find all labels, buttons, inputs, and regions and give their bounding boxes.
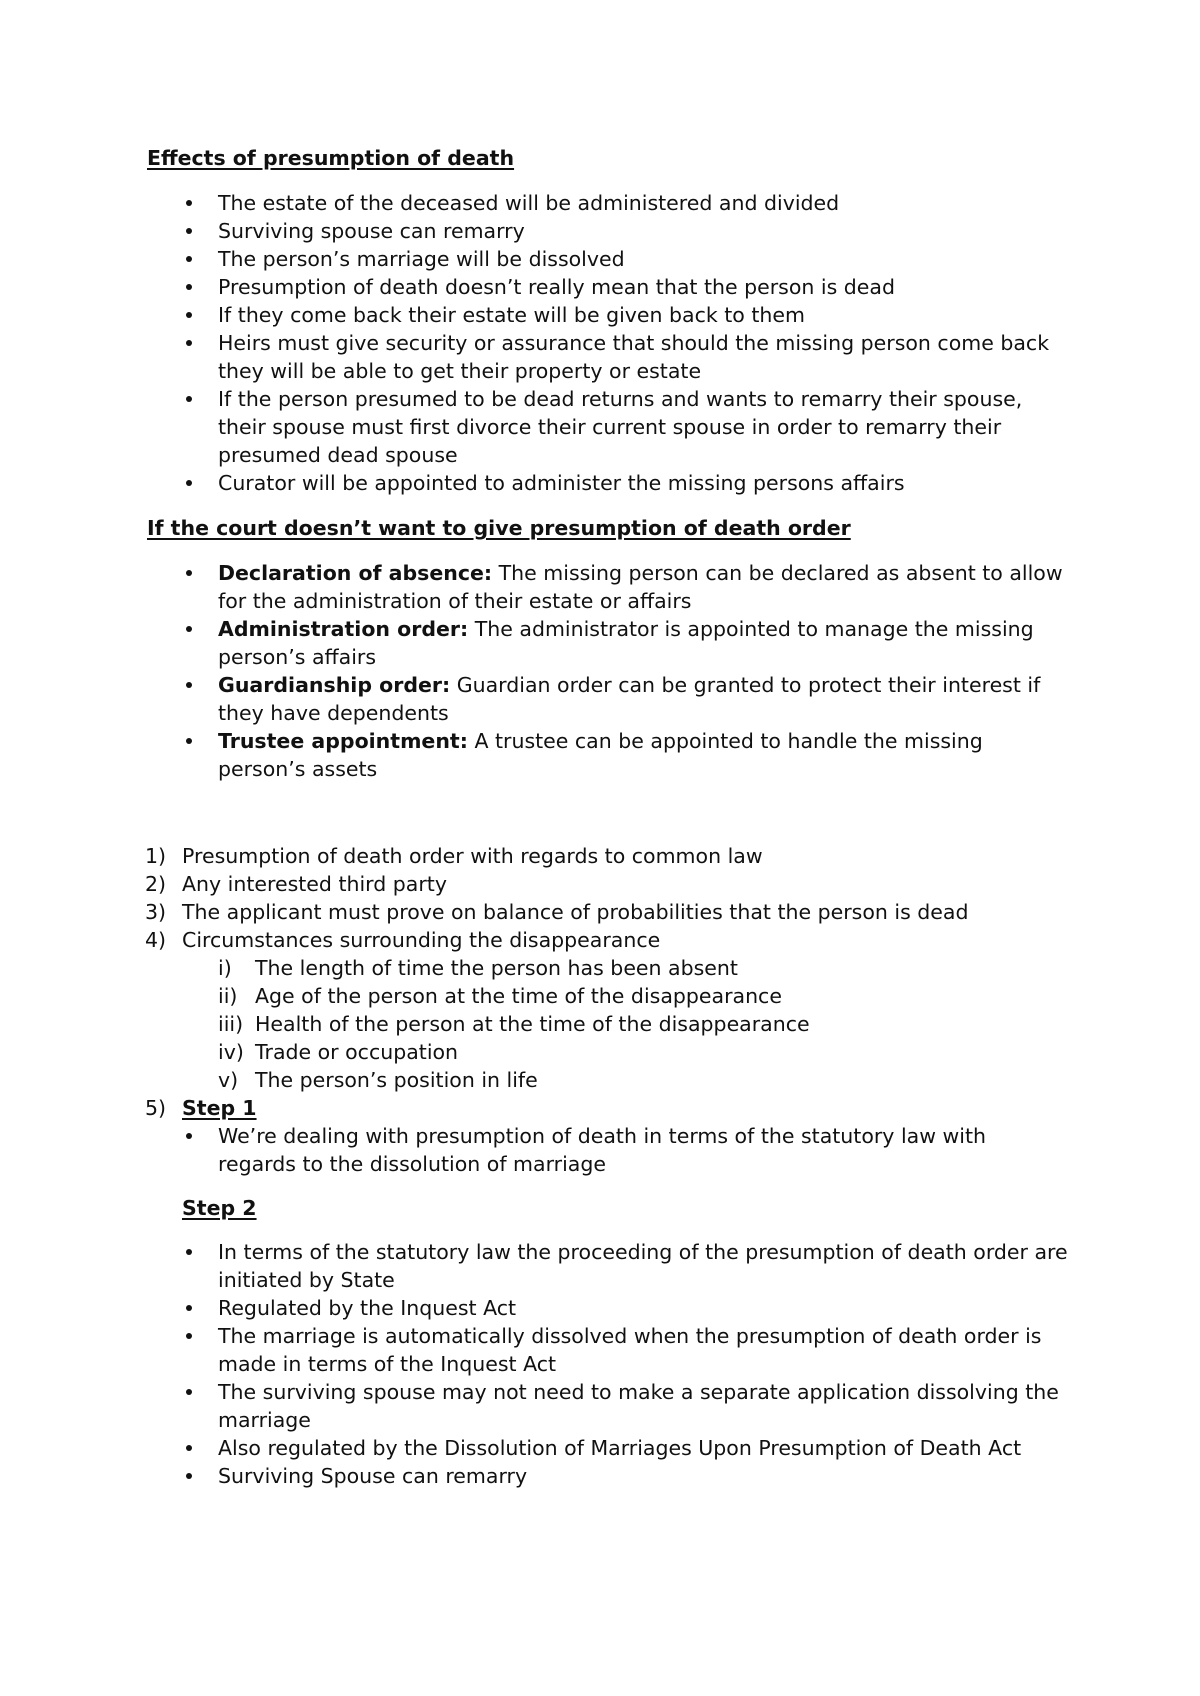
bullet-icon	[186, 1305, 192, 1311]
bullet-icon	[186, 626, 192, 632]
bullet-icon	[186, 284, 192, 290]
numbered-item: 1) Presumption of death order with regards to common law	[145, 844, 763, 868]
bullet-icon	[186, 1389, 192, 1395]
list-item: In terms of the statutory law the proceeding of the presumption of death order are initiated by State	[0, 1238, 1200, 1294]
bullet-icon	[186, 1333, 192, 1339]
list-item: Presumption of death doesn’t really mean that the person is dead	[0, 273, 1200, 301]
court-bullet-list	[0, 559, 1200, 783]
step1-bullet-list	[0, 1122, 1200, 1178]
numbered-item: 2) Any interested third party	[145, 872, 447, 896]
bullet-icon	[186, 256, 192, 262]
list-item: The estate of the deceased will be administered and divided	[0, 189, 1200, 217]
bullet-icon	[186, 480, 192, 486]
bullet-icon	[186, 1249, 192, 1255]
list-item: We’re dealing with presumption of death in terms of the statutory law with regards to the dissolution of marriage	[0, 1122, 1200, 1178]
bullet-icon	[186, 228, 192, 234]
list-item: Regulated by the Inquest Act	[0, 1294, 1200, 1322]
numbered-list	[0, 842, 1200, 954]
bullet-icon	[186, 312, 192, 318]
effects-bullet-list	[0, 189, 1200, 497]
bullet-icon	[186, 1445, 192, 1451]
step2-heading: Step 2	[182, 1196, 257, 1220]
list-item: Heirs must give security or assurance that should the missing person come back they will be able to get their property or estate	[0, 329, 1200, 385]
bullet-icon	[186, 570, 192, 576]
list-item: The person’s marriage will be dissolved	[0, 245, 1200, 273]
roman-item: iv) Trade or occupation	[218, 1040, 459, 1064]
bullet-icon	[186, 1133, 192, 1139]
bullet-icon	[186, 1473, 192, 1479]
roman-sub-list	[0, 954, 1200, 1094]
bullet-icon	[186, 682, 192, 688]
bullet-icon	[186, 200, 192, 206]
roman-item: i) The length of time the person has been absent	[218, 956, 738, 980]
bullet-icon	[186, 340, 192, 346]
numbered-item: 5) Step 1	[145, 1096, 257, 1120]
list-item: The surviving spouse may not need to make a separate application dissolving the marriage	[0, 1378, 1200, 1434]
list-item: The marriage is automatically dissolved when the presumption of death order is made in terms of the Inquest Act	[0, 1322, 1200, 1378]
numbered-item: 4) Circumstances surrounding the disappearance	[145, 928, 661, 952]
section-heading-effects: Effects of presumption of death	[147, 146, 515, 170]
list-item: Curator will be appointed to administer the missing persons affairs	[0, 469, 1200, 497]
bullet-icon	[186, 738, 192, 744]
list-item: Guardianship order: Guardian order can be granted to protect their interest if they have dependents	[0, 671, 1200, 727]
roman-item: v) The person’s position in life	[218, 1068, 538, 1092]
step2-bullet-list	[0, 1238, 1200, 1490]
list-item: If the person presumed to be dead returns and wants to remarry their spouse, their spouse must first divorce their current spouse in order to remarry their presumed dead spouse	[0, 385, 1200, 469]
roman-item: iii) Health of the person at the time of the disappearance	[218, 1012, 810, 1036]
list-item: Surviving spouse can remarry	[0, 217, 1200, 245]
list-item: Administration order: The administrator is appointed to manage the missing person’s affairs	[0, 615, 1200, 671]
list-item: Trustee appointment: A trustee can be appointed to handle the missing person’s assets	[0, 727, 1200, 783]
roman-item: ii) Age of the person at the time of the disappearance	[218, 984, 782, 1008]
bullet-icon	[186, 396, 192, 402]
step1-heading: Step 1	[182, 1096, 257, 1120]
numbered-item: 3) The applicant must prove on balance of probabilities that the person is dead	[145, 900, 969, 924]
list-item: Also regulated by the Dissolution of Marriages Upon Presumption of Death Act	[0, 1434, 1200, 1462]
list-item: Declaration of absence: The missing person can be declared as absent to allow for the administration of their estate or affairs	[0, 559, 1200, 615]
list-item: Surviving Spouse can remarry	[0, 1462, 1200, 1490]
numbered-list-step1	[0, 1094, 1200, 1122]
list-item: If they come back their estate will be given back to them	[0, 301, 1200, 329]
section-heading-court: If the court doesn’t want to give presumption of death order	[147, 516, 851, 540]
